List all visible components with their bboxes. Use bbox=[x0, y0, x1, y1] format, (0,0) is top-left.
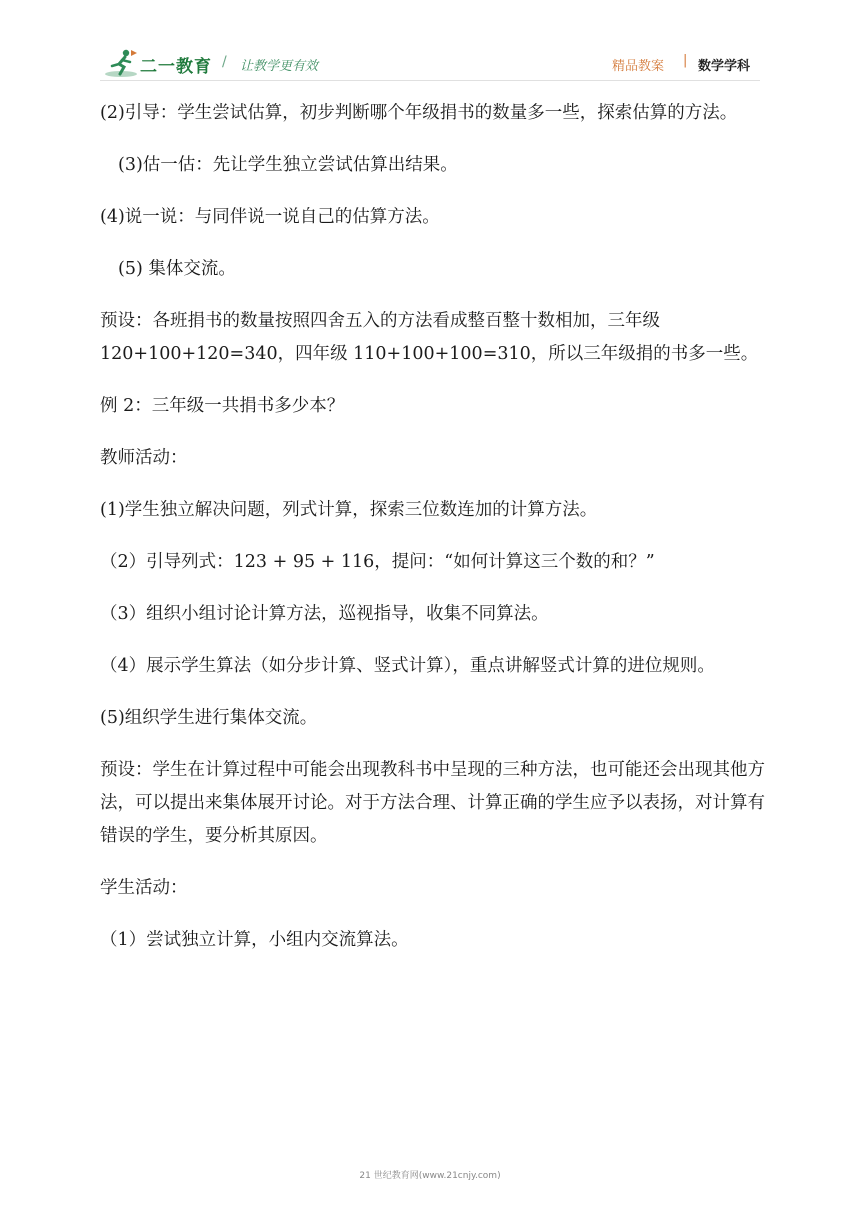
paragraph: （1）尝试独立计算，小组内交流算法。 bbox=[100, 930, 409, 950]
document-body bbox=[100, 97, 765, 976]
paragraph: (5) 集体交流。 bbox=[118, 259, 236, 279]
paragraph: (2)引导：学生尝试估算，初步判断哪个年级捐书的数量多一些，探索估算的方法。 bbox=[100, 103, 738, 123]
section-heading: 教师活动： bbox=[100, 448, 188, 468]
page-footer: 21 世纪教育网(www.21cnjy.com) bbox=[359, 1171, 501, 1181]
paragraph: （3）组织小组讨论计算方法，巡视指导，收集不同算法。 bbox=[100, 604, 549, 624]
slogan: 让教学更有效 bbox=[240, 59, 319, 74]
page-header bbox=[0, 0, 860, 90]
paragraph: （2）引导列式：123 + 95 + 116，提问：“如何计算这三个数的和？” bbox=[100, 552, 655, 572]
paragraph: (1)学生独立解决问题，列式计算，探索三位数连加的计算方法。 bbox=[100, 500, 598, 520]
tag-separator: | bbox=[683, 53, 688, 68]
paragraph: 例 2：三年级一共捐书多少本？ bbox=[100, 396, 345, 416]
subject-tag: 数学学科 bbox=[698, 59, 751, 74]
brand-name: 二一教育 bbox=[140, 57, 212, 77]
paragraph: (4)说一说：与同伴说一说自己的估算方法。 bbox=[100, 207, 440, 227]
header-divider bbox=[100, 80, 760, 81]
runner-logo-icon bbox=[104, 48, 138, 78]
paragraph: 预设：各班捐书的数量按照四舍五入的方法看成整百整十数相加，三年级120+100+120=340，四年级 110+100+100=310，所以三年级捐的书多一些。 bbox=[100, 311, 759, 364]
paragraph: （4）展示学生算法（如分步计算、竖式计算），重点讲解竖式计算的进位规则。 bbox=[100, 656, 715, 676]
slogan-separator: / bbox=[222, 54, 227, 70]
section-heading: 学生活动： bbox=[100, 878, 188, 898]
category-tag: 精品教案 bbox=[612, 59, 665, 74]
paragraph: 预设：学生在计算过程中可能会出现教科书中呈现的三种方法，也可能还会出现其他方法，可以提出来集体展开讨论。对于方法合理、计算正确的学生应予以表扬，对计算有错误的学生，要分析其原因。 bbox=[100, 760, 765, 846]
paragraph: (3)估一估：先让学生独立尝试估算出结果。 bbox=[118, 155, 458, 175]
paragraph: (5)组织学生进行集体交流。 bbox=[100, 708, 318, 728]
